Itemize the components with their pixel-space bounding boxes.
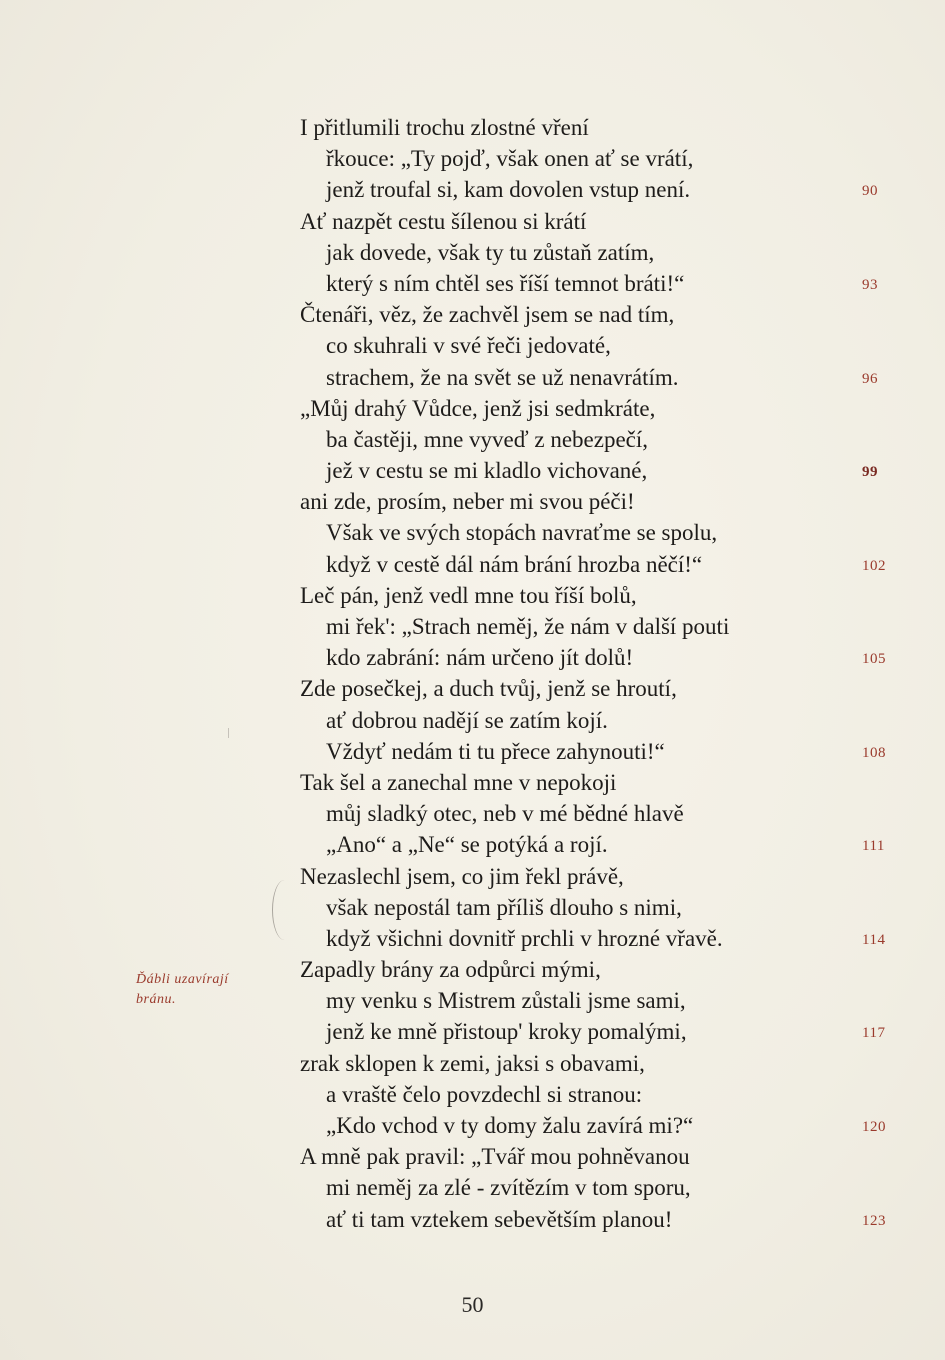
verse-line xyxy=(0,580,945,611)
line-number: 114 xyxy=(862,931,886,948)
verse-line-text: zrak sklopen k zemi, jaksi s obavami, xyxy=(300,1050,645,1076)
line-number: 90 xyxy=(862,183,878,200)
verse-line-text: Ať nazpět cestu šílenou si krátí xyxy=(300,208,587,234)
line-number: 123 xyxy=(862,1212,886,1229)
verse-line-text: mi neměj za zlé - zvítězím v tom sporu, xyxy=(326,1175,691,1201)
verse-line xyxy=(0,611,945,642)
verse-line xyxy=(0,1079,945,1110)
verse-line xyxy=(0,892,945,923)
verse-line xyxy=(0,705,945,736)
verse-line xyxy=(0,424,945,455)
verse-line xyxy=(0,174,945,205)
verse-line-text: když všichni dovnitř prchli v hrozné vřavě. xyxy=(326,925,723,951)
page-number: 50 xyxy=(461,1292,484,1317)
verse-line-text: ať ti tam vztekem sebevětším planou! xyxy=(326,1206,673,1232)
verse-line xyxy=(0,330,945,361)
verse-line xyxy=(0,206,945,237)
verse-line xyxy=(0,861,945,892)
verse-line xyxy=(0,1141,945,1172)
verse-line-text: A mně pak pravil: „Tvář mou pohněvanou xyxy=(300,1144,690,1170)
verse-line xyxy=(0,362,945,393)
pencil-mark xyxy=(272,880,297,940)
verse-line xyxy=(0,237,945,268)
line-number: 111 xyxy=(862,838,885,855)
verse-line xyxy=(0,1172,945,1203)
verse-line-text: řkouce: „Ty pojď, však onen ať se vrátí, xyxy=(326,146,694,172)
verse-line-text: Nezaslechl jsem, co jim řekl právě, xyxy=(300,863,624,889)
line-number: 105 xyxy=(862,651,886,668)
verse-line xyxy=(0,268,945,299)
verse-line-text: ani zde, prosím, neber mi svou péči! xyxy=(300,489,635,515)
verse-line-text: Zapadly brány za odpůrci mými, xyxy=(300,957,601,983)
line-number: 99 xyxy=(862,464,878,481)
verse-line-text: však nepostál tam příliš dlouho s nimi, xyxy=(326,894,682,920)
verse-line xyxy=(0,549,945,580)
verse-line-text: my venku s Mistrem zůstali jsme sami, xyxy=(326,988,686,1014)
verse-line-text: Však ve svých stopách navraťme se spolu, xyxy=(326,520,718,546)
verse-line xyxy=(0,673,945,704)
verse-block xyxy=(0,112,945,1235)
line-number: 120 xyxy=(862,1119,886,1135)
line-number: 96 xyxy=(862,370,878,387)
verse-line xyxy=(0,798,945,829)
verse-line-text: „Kdo vchod v ty domy žalu zavírá mi?“ xyxy=(326,1113,694,1138)
verse-line xyxy=(0,767,945,798)
verse-line xyxy=(0,393,945,424)
verse-line-text: můj sladký otec, neb v mé bědné hlavě xyxy=(326,801,684,827)
verse-line-text: mi řek': „Strach neměj, že nám v další pouti xyxy=(326,614,730,639)
line-number: 108 xyxy=(862,744,886,761)
verse-line-text: Leč pán, jenž vedl mne tou říší bolů, xyxy=(300,582,637,608)
verse-line xyxy=(0,517,945,548)
verse-line xyxy=(0,829,945,860)
line-number: 93 xyxy=(862,276,878,293)
verse-line xyxy=(0,1048,945,1079)
margin-note-line: bránu. xyxy=(136,992,176,1007)
verse-line xyxy=(0,923,945,954)
verse-line xyxy=(0,736,945,767)
verse-line xyxy=(0,299,945,330)
verse-line-text: Tak šel a zanechal mne v nepokoji xyxy=(300,769,617,795)
verse-line-text: co skuhrali v své řeči jedovaté, xyxy=(326,333,611,359)
verse-line-text: ať dobrou nadějí se zatím kojí. xyxy=(326,707,608,733)
verse-line-text: jež v cestu se mi kladlo vichované, xyxy=(326,458,648,484)
verse-line xyxy=(0,1204,945,1235)
line-number: 102 xyxy=(862,557,886,574)
verse-line xyxy=(0,143,945,174)
pencil-mark xyxy=(228,728,233,738)
verse-line-text: „Ano“ a „Ne“ se potýká a rojí. xyxy=(326,832,608,858)
verse-line-text: a vraště čelo povzdechl si stranou: xyxy=(326,1081,643,1107)
verse-line-text: ba častěji, mne vyveď z nebezpečí, xyxy=(326,426,649,452)
verse-line-text: I přitlumili trochu zlostné vření xyxy=(300,115,589,140)
verse-line-text: jenž troufal si, kam dovolen vstup není. xyxy=(326,177,691,203)
verse-line xyxy=(0,112,945,143)
margin-note xyxy=(136,970,229,1010)
verse-line-text: „Můj drahý Vůdce, jenž jsi sedmkráte, xyxy=(300,395,656,421)
verse-line-text: který s ním chtěl ses říší temnot bráti!“ xyxy=(326,270,685,296)
verse-line-text: kdo zabrání: nám určeno jít dolů! xyxy=(326,645,634,671)
verse-line xyxy=(0,455,945,486)
line-number: 117 xyxy=(862,1025,886,1042)
verse-line-text: Zde posečkej, a duch tvůj, jenž se hroutí, xyxy=(300,676,677,702)
margin-note-line: Ďábli uzavírají xyxy=(136,972,229,987)
verse-line-text: Vždyť nedám ti tu přece zahynouti!“ xyxy=(326,738,665,764)
verse-line xyxy=(0,1110,945,1141)
verse-line xyxy=(0,486,945,517)
verse-line xyxy=(0,642,945,673)
verse-line-text: strachem, že na svět se už nenavrátím. xyxy=(326,364,679,390)
verse-line xyxy=(0,1016,945,1047)
verse-line-text: jenž ke mně přistoup' kroky pomalými, xyxy=(326,1019,687,1045)
verse-line-text: když v cestě dál nám brání hrozba něčí!“ xyxy=(326,551,703,577)
verse-line-text: Čtenáři, věz, že zachvěl jsem se nad tím, xyxy=(300,302,675,328)
verse-line-text: jak dovede, však ty tu zůstaň zatím, xyxy=(326,239,655,265)
